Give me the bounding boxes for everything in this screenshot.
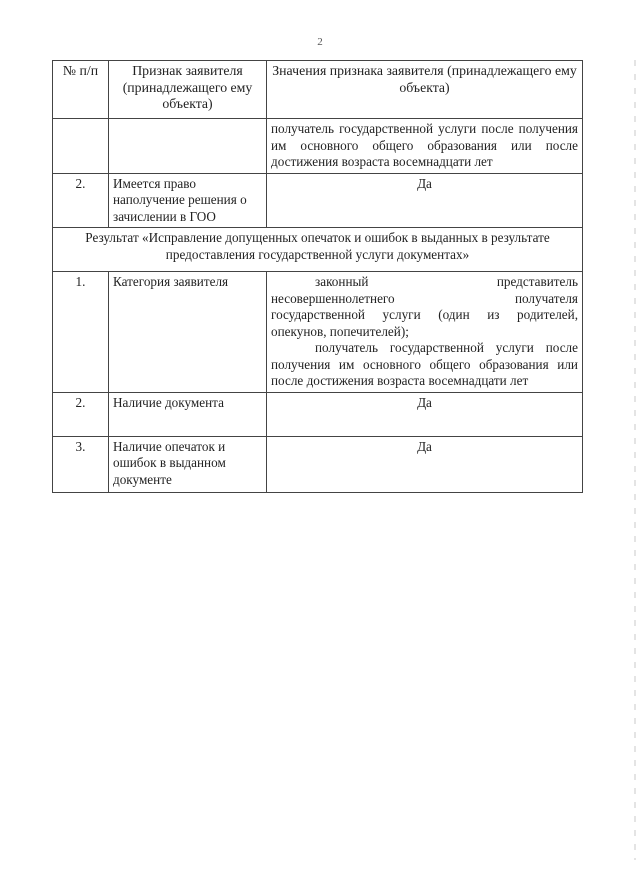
page-number: 2 [317, 36, 323, 48]
table-row [53, 272, 583, 393]
section-row [53, 228, 583, 272]
row-value: Да [267, 392, 583, 436]
row-sign: Наличие опечаток и ошибок в выданном документе [109, 436, 267, 492]
value-paragraph: получатель государственной услуги после получения им основного общего образования или после достижения возраста восемнадцати лет [271, 340, 578, 388]
table-row [53, 119, 583, 174]
table-row [53, 392, 583, 436]
row-sign: Имеется право наполучение решения о зачислении в ГОО [109, 173, 267, 228]
header-num: № п/п [53, 61, 109, 119]
row-sign: Наличие документа [109, 392, 267, 436]
header-value: Значения признака заявителя (принадлежащего ему объекта) [267, 61, 583, 119]
row-value: получатель государственной услуги после получения им основного общего образования или после достижения возраста восемнадцати лет [267, 119, 583, 174]
scan-edge-artifact [634, 60, 636, 860]
value-line: несовершеннолетнего получателя [271, 290, 578, 306]
value-line: государственной услуги (один из родителей, опекунов, попечителей); [271, 307, 578, 339]
header-sign: Признак заявителя (принадлежащего ему объекта) [109, 61, 267, 119]
section-result-title: Результат «Исправление допущенных опечаток и ошибок в выданных в результате предоставления государственной услуги документах» [53, 228, 583, 272]
row-num: 2. [53, 173, 109, 228]
row-num: 2. [53, 392, 109, 436]
table-row [53, 173, 583, 228]
row-value: Да [267, 436, 583, 492]
row-value [267, 272, 583, 393]
applicant-attributes-table [52, 60, 583, 493]
row-num: 3. [53, 436, 109, 492]
table-row [53, 436, 583, 492]
table-header-row [53, 61, 583, 119]
row-value: Да [267, 173, 583, 228]
row-num: 1. [53, 272, 109, 393]
value-line: законный представитель [315, 274, 578, 289]
row-sign: Категория заявителя [109, 272, 267, 393]
row-num [53, 119, 109, 174]
row-sign [109, 119, 267, 174]
